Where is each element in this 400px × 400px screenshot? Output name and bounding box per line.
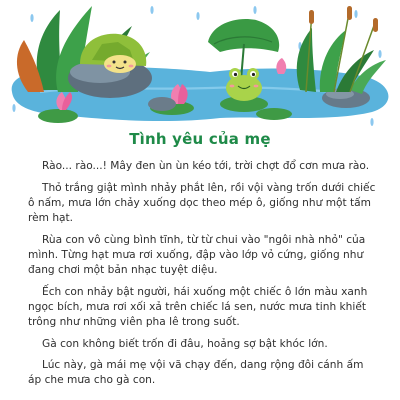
story-body bbox=[28, 159, 376, 395]
paragraph: Thỏ trắng giật mình nhảy phắt lên, rồi vội vàng trốn dưới chiếc ô nấm, mưa lớn chảy xuống dọc theo mép ô, giống như một tấm rèm hạt. bbox=[28, 181, 376, 224]
paragraph: Gà con không biết trốn đi đâu, hoảng sợ bật khóc lớn. bbox=[42, 337, 328, 350]
story-title: Tình yêu của mẹ bbox=[129, 130, 271, 148]
paragraph: Rùa con vô cùng bình tĩnh, từ từ chui vào "ngôi nhà nhỏ" của mình. Từng hạt mưa rơi xuống, đập vào lớp vỏ cứng, giống như đang chơi một bản nhạc tuyệt diệu. bbox=[28, 233, 366, 276]
paragraph: Rào... rào...! Mây đen ùn ùn kéo tới, trời chợt đổ cơn mưa rào. bbox=[42, 160, 370, 172]
pond-illustration bbox=[0, 0, 400, 132]
paragraph: Lúc này, gà mái mẹ vội vã chạy đến, dang rộng đôi cánh ấm áp che mưa cho gà con. bbox=[28, 359, 364, 387]
paragraph: Ếch con nhảy bật người, hái xuống một chiếc ô lớn màu xanh ngọc bích, mưa rơi xối xả trên chiếc lá sen, nước mưa tinh khiết trông như những viên pha lê trong suốt. bbox=[28, 285, 368, 328]
